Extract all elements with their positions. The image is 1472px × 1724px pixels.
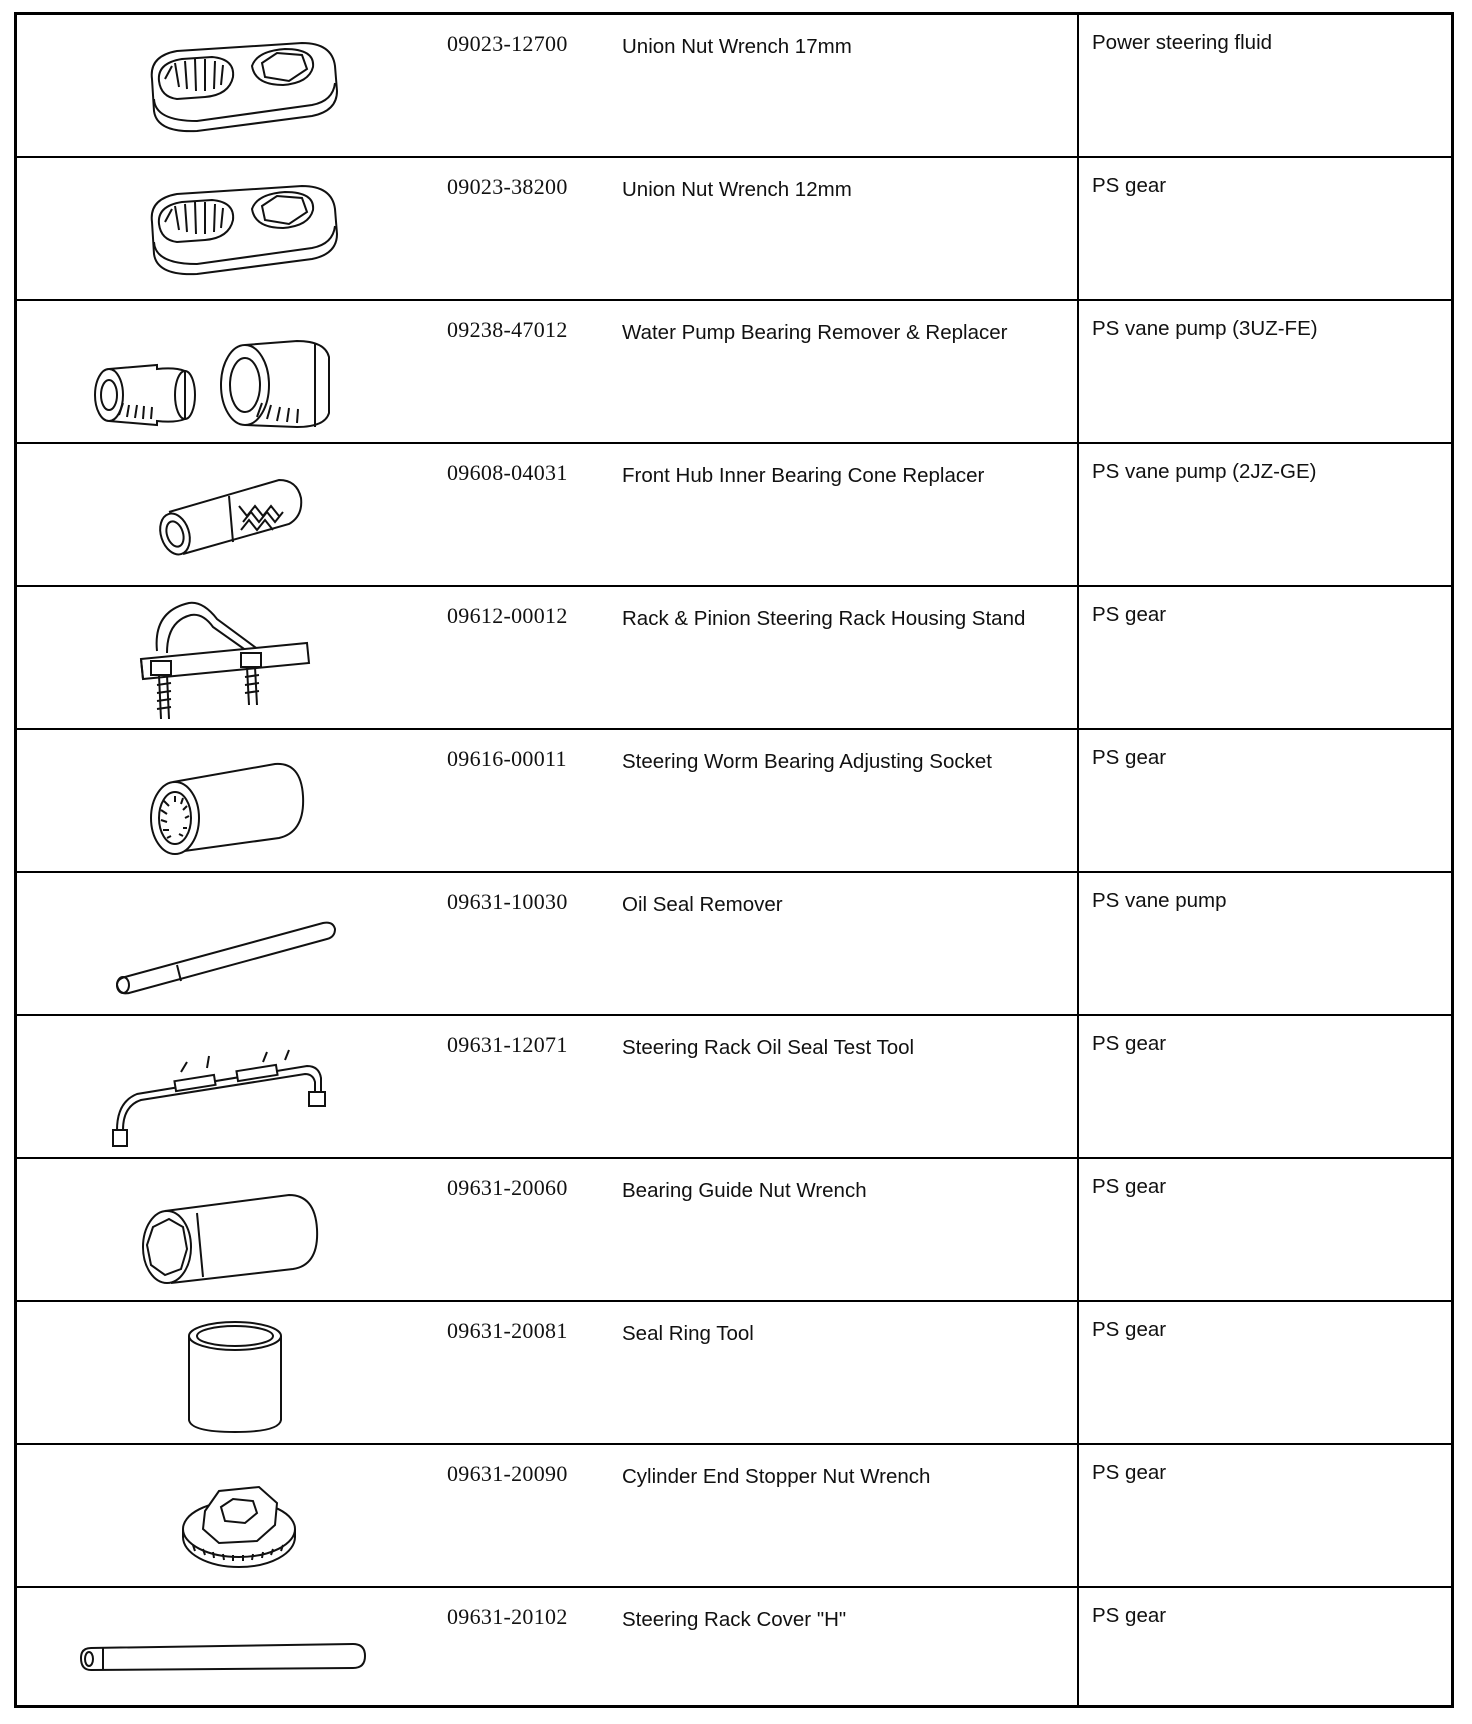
- tool-use: Power steering fluid: [1092, 31, 1273, 54]
- oil-seal-remover-rod-icon: [57, 879, 417, 1009]
- tool-name: Union Nut Wrench 12mm: [622, 178, 852, 201]
- column-divider: [1077, 1159, 1079, 1300]
- part-number: 09616-00011: [447, 746, 567, 771]
- tool-name: Steering Rack Oil Seal Test Tool: [622, 1036, 915, 1059]
- tool-name: Steering Rack Cover "H": [622, 1608, 847, 1631]
- column-divider: [1077, 587, 1079, 728]
- table-row: [17, 587, 1451, 730]
- bearing-cone-replacer-icon: [57, 450, 417, 580]
- tool-name: Seal Ring Tool: [622, 1322, 754, 1345]
- tool-name: Union Nut Wrench 17mm: [622, 35, 852, 58]
- table-row: [17, 15, 1451, 158]
- tool-use: PS gear: [1092, 1604, 1167, 1627]
- tool-name: Cylinder End Stopper Nut Wrench: [622, 1465, 931, 1488]
- part-number: 09612-00012: [447, 603, 568, 628]
- stopper-nut-wrench-icon: [57, 1451, 417, 1581]
- part-number: 09023-38200: [447, 174, 568, 199]
- table-row: [17, 873, 1451, 1016]
- column-divider: [1077, 444, 1079, 585]
- part-number: 09631-20081: [447, 1318, 568, 1343]
- part-number: 09023-12700: [447, 31, 568, 56]
- column-divider: [1077, 730, 1079, 871]
- part-number: 09631-20060: [447, 1175, 568, 1200]
- part-number: 09631-20090: [447, 1461, 568, 1486]
- tool-name: Oil Seal Remover: [622, 893, 783, 916]
- part-number: 09631-20102: [447, 1604, 568, 1629]
- guide-nut-wrench-icon: [57, 1165, 417, 1295]
- tool-use: PS vane pump: [1092, 889, 1227, 912]
- special-service-tools-table: [14, 12, 1454, 1708]
- tool-use: PS vane pump (3UZ-FE): [1092, 317, 1318, 340]
- column-divider: [1077, 301, 1079, 442]
- tool-use: PS gear: [1092, 1032, 1167, 1055]
- tool-name: Bearing Guide Nut Wrench: [622, 1179, 867, 1202]
- tool-name: Water Pump Bearing Remover & Replacer: [622, 321, 1008, 344]
- tool-use: PS gear: [1092, 1175, 1167, 1198]
- tool-use: PS vane pump (2JZ-GE): [1092, 460, 1317, 483]
- column-divider: [1077, 158, 1079, 299]
- tool-use: PS gear: [1092, 1461, 1167, 1484]
- tool-use: PS gear: [1092, 1318, 1167, 1341]
- tool-use: PS gear: [1092, 174, 1167, 197]
- part-number: 09631-10030: [447, 889, 568, 914]
- part-number: 09631-12071: [447, 1032, 568, 1057]
- column-divider: [1077, 1445, 1079, 1586]
- tool-use: PS gear: [1092, 746, 1167, 769]
- tool-name: Front Hub Inner Bearing Cone Replacer: [622, 464, 985, 487]
- column-divider: [1077, 1302, 1079, 1443]
- column-divider: [1077, 15, 1079, 156]
- bearing-remover-sockets-icon: [57, 307, 417, 437]
- table-row: [17, 1445, 1451, 1588]
- column-divider: [1077, 1588, 1079, 1705]
- part-number: 09238-47012: [447, 317, 568, 342]
- test-tool-tube-icon: [57, 1022, 417, 1152]
- table-row: [17, 1159, 1451, 1302]
- table-row: [17, 158, 1451, 301]
- table-row: [17, 444, 1451, 587]
- tool-name: Rack & Pinion Steering Rack Housing Stand: [622, 607, 1026, 630]
- housing-stand-icon: [57, 593, 417, 723]
- adjusting-socket-icon: [57, 736, 417, 866]
- table-row: [17, 730, 1451, 873]
- union-nut-wrench-icon: [57, 164, 417, 294]
- column-divider: [1077, 873, 1079, 1014]
- rack-cover-tube-icon: [57, 1594, 417, 1724]
- table-row: [17, 1016, 1451, 1159]
- column-divider: [1077, 1016, 1079, 1157]
- seal-ring-tool-icon: [57, 1308, 417, 1438]
- tool-use: PS gear: [1092, 603, 1167, 626]
- part-number: 09608-04031: [447, 460, 568, 485]
- table-row: [17, 301, 1451, 444]
- table-row: [17, 1302, 1451, 1445]
- table-row: [17, 1588, 1451, 1705]
- tool-name: Steering Worm Bearing Adjusting Socket: [622, 750, 992, 773]
- union-nut-wrench-icon: [57, 21, 417, 151]
